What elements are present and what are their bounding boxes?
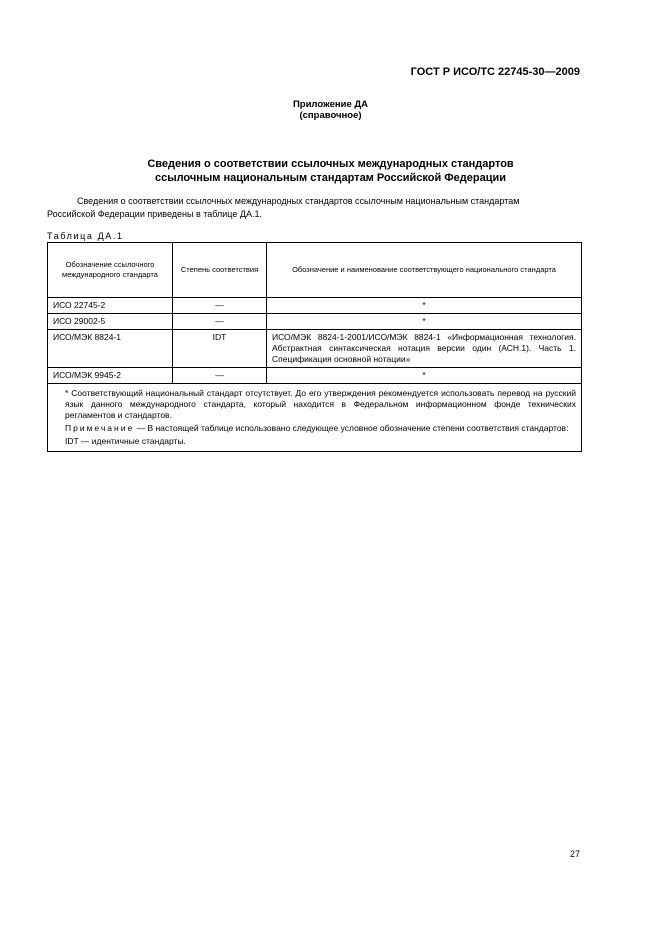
cell-national: * bbox=[267, 298, 582, 314]
table-footnote-cell bbox=[48, 384, 582, 452]
table-caption: Таблица ДА.1 bbox=[47, 231, 124, 241]
cell-ref: ИСО/МЭК 9945-2 bbox=[48, 368, 173, 384]
cell-degree: — bbox=[173, 298, 267, 314]
header-national-standard: Обозначение и наименование соответствующего национального стандарта bbox=[267, 243, 582, 298]
cell-national: ИСО/МЭК 8824-1-2001/ИСО/МЭК 8824-1 «Информационная технология. Абстрактная синтаксическая нотация версии один (АСН.1). Часть 1. Спецификация основной нотации» bbox=[267, 330, 582, 368]
cell-ref: ИСО 22745-2 bbox=[48, 298, 173, 314]
appendix-subtitle: (справочное) bbox=[299, 110, 362, 121]
note-text: — В настоящей таблице использовано следующее условное обозначение степени соответствия стандартов: bbox=[136, 423, 569, 433]
table-footnote-row bbox=[48, 384, 582, 452]
cell-ref: ИСО/МЭК 8824-1 bbox=[48, 330, 173, 368]
cell-degree: — bbox=[173, 314, 267, 330]
table-row bbox=[48, 314, 582, 330]
footnote-text: * Соответствующий национальный стандарт отсутствует. До его утверждения рекомендуется использовать перевод на русский язык данного международного стандарта, который находится в Федеральном информационном фонде технических регламентов и стандартов. bbox=[65, 388, 576, 420]
cell-ref: ИСО 29002-5 bbox=[48, 314, 173, 330]
section-title-line-2: ссылочным национальным стандартам Российской Федерации bbox=[154, 172, 507, 184]
note-paragraph bbox=[53, 423, 576, 434]
intro-paragraph bbox=[47, 195, 581, 221]
table-row bbox=[48, 298, 582, 314]
correspondence-table bbox=[47, 242, 582, 452]
cell-degree: IDT bbox=[173, 330, 267, 368]
header-degree: Степень соответствия bbox=[173, 243, 267, 298]
table-header-row bbox=[48, 243, 582, 298]
table-row bbox=[48, 330, 582, 368]
appendix-title: Приложение ДА bbox=[292, 99, 369, 110]
section-title-line-1: Сведения о соответствии ссылочных международных стандартов bbox=[147, 158, 514, 170]
page-number: 27 bbox=[569, 849, 580, 859]
intro-line-2: Российской Федерации приведены в таблице ДА.1. bbox=[47, 209, 262, 219]
note-label: Примечание bbox=[65, 423, 135, 433]
document-code: ГОСТ Р ИСО/ТС 22745-30—2009 bbox=[410, 66, 580, 78]
cell-degree: — bbox=[173, 368, 267, 384]
table-row bbox=[48, 368, 582, 384]
cell-national: * bbox=[267, 314, 582, 330]
intro-line-1: Сведения о соответствии ссылочных международных стандартов ссылочным национальным стандартам bbox=[77, 196, 520, 206]
cell-national: * bbox=[267, 368, 582, 384]
header-ref-standard: Обозначение ссылочного международного стандарта bbox=[48, 243, 173, 298]
note-item: IDT — идентичные стандарты. bbox=[65, 436, 186, 446]
